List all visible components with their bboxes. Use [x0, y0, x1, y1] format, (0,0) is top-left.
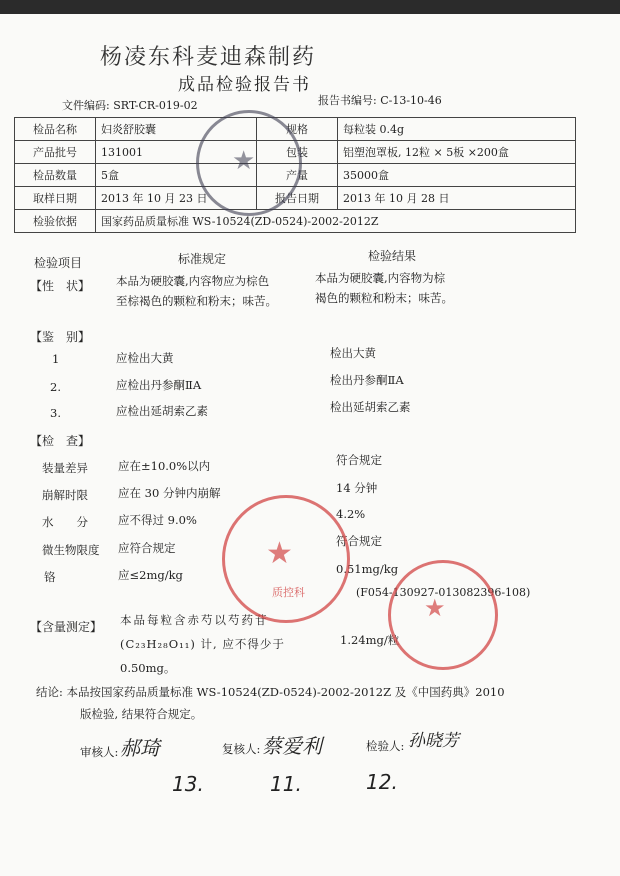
check-std-5: 应≤2mg/kg — [118, 568, 183, 582]
qty-value: 5盒 — [96, 164, 257, 187]
company-title: 杨凌东科麦迪森制药 — [100, 45, 317, 70]
reviewer-signature: 郝琦 — [120, 736, 160, 760]
sign-date-month: 11. — [270, 772, 302, 796]
product-name-label: 检品名称 — [15, 118, 96, 141]
basis-value: 国家药品质量标准 WS-10524(ZD-0524)-2002-2012Z — [96, 210, 576, 233]
character-label: 【性 状】 — [30, 279, 91, 293]
check-name-2: 崩解时限 — [42, 488, 88, 502]
check-std-1: 应在±10.0%以内 — [118, 459, 211, 473]
batch-value: 131001 — [96, 141, 257, 164]
character-res-2: 褐色的颗粒和粉末；味苦。 — [315, 291, 453, 305]
check-res-1: 符合规定 — [336, 453, 382, 467]
qc-stamp-secondary-star-icon: ★ — [424, 594, 446, 622]
file-number: 文件编码: SRT-CR-019-02 — [62, 99, 198, 112]
basis-label: 检验依据 — [15, 210, 96, 233]
sample-date: 2013 年 10 月 23 日 — [96, 187, 257, 210]
check-label: 【检 查】 — [30, 434, 91, 448]
identify-std-2: 应检出丹参酮ⅡA — [116, 378, 202, 392]
sign-date-year: 13. — [172, 772, 204, 796]
spec-value: 每粒装 0.4g — [338, 118, 576, 141]
identify-no-2: 2. — [50, 380, 61, 394]
character-std-2: 至棕褐色的颗粒和粉末；味苦。 — [116, 294, 277, 308]
output-label: 产量 — [257, 164, 338, 187]
check-res-5: 0.51mg/kg — [336, 562, 399, 576]
check-res-3: 4.2% — [336, 507, 366, 521]
check-name-5: 铬 — [44, 570, 56, 584]
report-date-label: 报告日期 — [257, 187, 338, 210]
scan-top-edge — [0, 0, 620, 14]
product-name: 妇炎舒胶囊 — [96, 118, 257, 141]
col-standard-header: 标准规定 — [178, 252, 227, 266]
identify-res-1: 检出大黄 — [330, 346, 376, 360]
checker-signature: 蔡爱利 — [262, 734, 322, 758]
qc-stamp-star-icon: ★ — [266, 536, 293, 571]
check-name-4: 微生物限度 — [42, 543, 100, 557]
report-number: 报告书编号: C-13-10-46 — [318, 94, 442, 107]
assay-res: 1.24mg/粒 — [340, 633, 400, 647]
identify-std-1: 应检出大黄 — [116, 351, 174, 365]
identify-res-2: 检出丹参酮ⅡA — [330, 373, 404, 387]
report-date: 2013 年 10 月 28 日 — [338, 187, 576, 210]
package-label: 包装 — [257, 141, 338, 164]
checker-label: 复核人: — [222, 742, 261, 756]
assay-std-2: (C₂₃H₂₈O₁₁) 计, 应不得少于 — [120, 637, 285, 651]
identify-res-3: 检出延胡索乙素 — [330, 400, 411, 414]
spec-label: 规格 — [257, 118, 338, 141]
conclusion-line-2: 版检验, 结果符合规定。 — [80, 707, 203, 721]
qc-stamp-text: 质控科 — [272, 586, 305, 599]
check-std-3: 应不得过 9.0% — [118, 513, 197, 527]
character-std-1: 本品为硬胶囊,内容物应为棕色 — [116, 274, 270, 288]
qty-label: 检品数量 — [15, 164, 96, 187]
check-std-4: 应符合规定 — [118, 541, 176, 555]
check-name-3: 水 分 — [42, 515, 88, 529]
col-item-header: 检验项目 — [34, 256, 83, 270]
assay-std-1: 本品每粒含赤芍以芍药苷 — [120, 613, 269, 627]
output-value: 35000盒 — [338, 164, 576, 187]
identify-label: 【鉴 别】 — [30, 330, 91, 344]
assay-std-3: 0.50mg。 — [120, 661, 176, 675]
chromium-report-ref: (F054-130927-013082396-108) — [356, 586, 531, 599]
inspector-label: 检验人: — [366, 739, 405, 753]
col-result-header: 检验结果 — [368, 249, 417, 263]
character-res-1: 本品为硬胶囊,内容物为棕 — [315, 271, 446, 285]
reviewer-label: 审核人: — [80, 745, 119, 759]
check-res-2: 14 分钟 — [336, 481, 378, 495]
assay-label: 【含量测定】 — [30, 620, 103, 634]
check-std-2: 应在 30 分钟内崩解 — [118, 486, 221, 500]
conclusion-line-1: 结论: 本品按国家药品质量标准 WS-10524(ZD-0524)-2002-2012Z 及《中国药典》2010 — [36, 685, 505, 699]
package-value: 铝塑泡罩板, 12粒 × 5板 ×200盒 — [338, 141, 576, 164]
check-res-4: 符合规定 — [336, 534, 382, 548]
check-name-1: 装量差异 — [42, 461, 88, 475]
batch-label: 产品批号 — [15, 141, 96, 164]
identify-no-1: 1 — [52, 352, 60, 366]
seal-star-icon: ★ — [232, 146, 256, 176]
identify-std-3: 应检出延胡索乙素 — [116, 404, 208, 418]
sign-date-day: 12. — [366, 770, 398, 794]
identify-no-3: 3. — [50, 406, 61, 420]
sample-date-label: 取样日期 — [15, 187, 96, 210]
inspector-signature: 孙晓芳 — [408, 731, 459, 751]
report-title: 成品检验报告书 — [178, 75, 311, 95]
